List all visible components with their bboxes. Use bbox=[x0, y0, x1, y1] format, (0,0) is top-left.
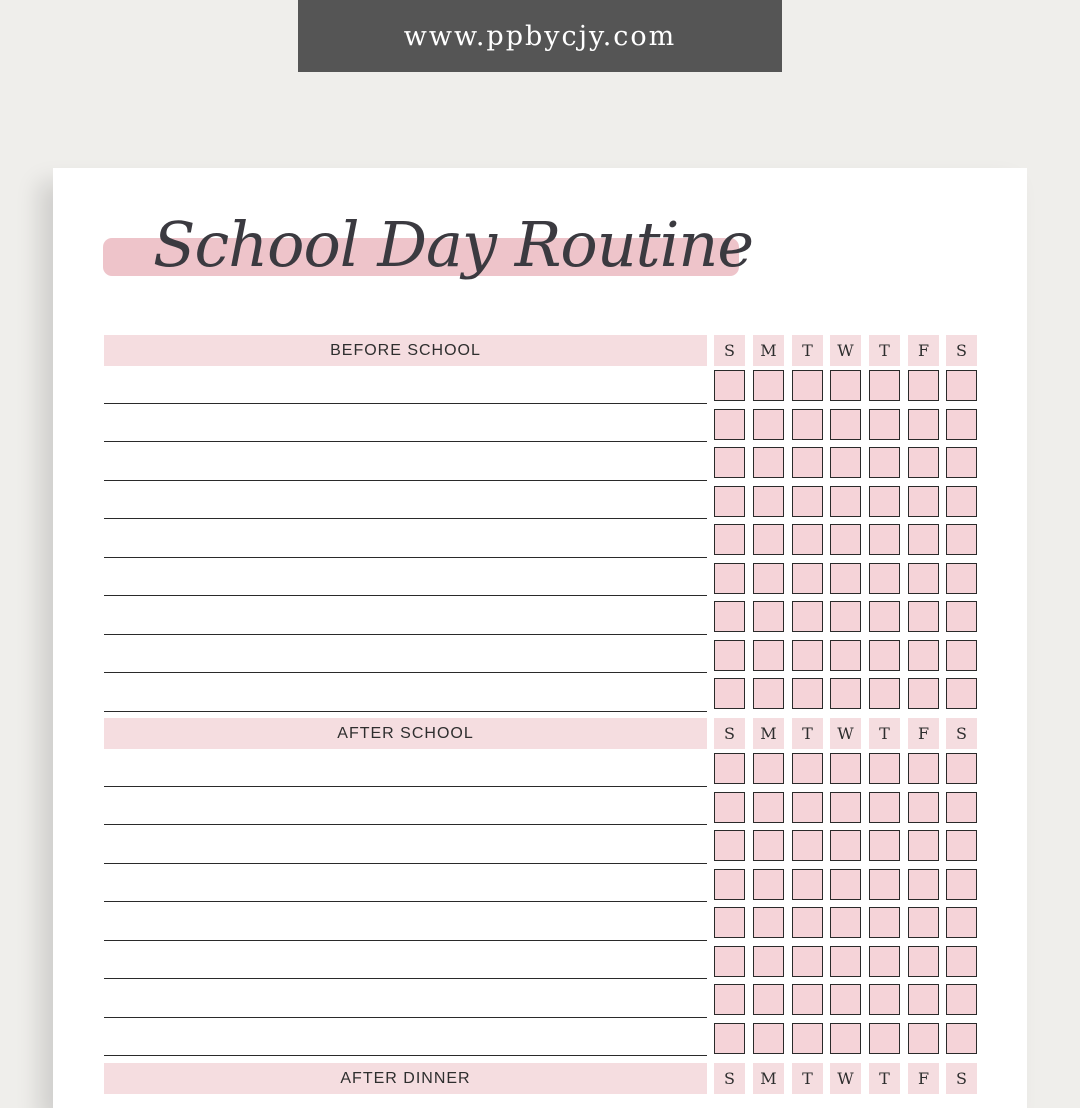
checkbox-sunday[interactable] bbox=[714, 869, 745, 900]
checkbox-thursday[interactable] bbox=[869, 640, 900, 671]
checkbox-tuesday[interactable] bbox=[792, 753, 823, 784]
checkbox-tuesday[interactable] bbox=[792, 409, 823, 440]
checkbox-wednesday[interactable] bbox=[830, 1023, 861, 1054]
checkbox-sunday[interactable] bbox=[714, 678, 745, 709]
task-line bbox=[104, 1017, 707, 1018]
checkbox-wednesday[interactable] bbox=[830, 792, 861, 823]
day-header-monday: M bbox=[753, 335, 784, 366]
checkbox-saturday[interactable] bbox=[946, 869, 977, 900]
section-before-school bbox=[104, 335, 979, 713]
checkbox-tuesday[interactable] bbox=[792, 946, 823, 977]
checkbox-monday[interactable] bbox=[753, 792, 784, 823]
task-row bbox=[104, 903, 979, 942]
section-header bbox=[104, 335, 979, 366]
checkbox-monday[interactable] bbox=[753, 753, 784, 784]
checkbox-thursday[interactable] bbox=[869, 563, 900, 594]
checkbox-friday[interactable] bbox=[908, 946, 939, 977]
task-row bbox=[104, 405, 979, 444]
checkbox-saturday[interactable] bbox=[946, 524, 977, 555]
checkbox-sunday[interactable] bbox=[714, 486, 745, 517]
checkbox-tuesday[interactable] bbox=[792, 370, 823, 401]
checkbox-friday[interactable] bbox=[908, 984, 939, 1015]
checkbox-sunday[interactable] bbox=[714, 563, 745, 594]
checkbox-wednesday[interactable] bbox=[830, 869, 861, 900]
day-header-wednesday: W bbox=[830, 335, 861, 366]
checkbox-sunday[interactable] bbox=[714, 1023, 745, 1054]
checkbox-saturday[interactable] bbox=[946, 563, 977, 594]
checkbox-saturday[interactable] bbox=[946, 678, 977, 709]
checkbox-saturday[interactable] bbox=[946, 984, 977, 1015]
checkbox-thursday[interactable] bbox=[869, 370, 900, 401]
day-header-tuesday: T bbox=[792, 335, 823, 366]
checkbox-friday[interactable] bbox=[908, 409, 939, 440]
task-line bbox=[104, 595, 707, 596]
checkbox-monday[interactable] bbox=[753, 409, 784, 440]
section-header bbox=[104, 718, 979, 749]
checkbox-saturday[interactable] bbox=[946, 370, 977, 401]
task-row bbox=[104, 865, 979, 904]
checkbox-monday[interactable] bbox=[753, 524, 784, 555]
page-title: School Day Routine bbox=[153, 208, 754, 281]
checkbox-monday[interactable] bbox=[753, 946, 784, 977]
checkbox-wednesday[interactable] bbox=[830, 524, 861, 555]
task-rows bbox=[104, 366, 979, 713]
checkbox-tuesday[interactable] bbox=[792, 678, 823, 709]
day-header-tuesday: T bbox=[792, 1063, 823, 1094]
checkbox-sunday[interactable] bbox=[714, 907, 745, 938]
day-header-monday: M bbox=[753, 1063, 784, 1094]
checkbox-friday[interactable] bbox=[908, 563, 939, 594]
day-header-wednesday: W bbox=[830, 718, 861, 749]
checkbox-saturday[interactable] bbox=[946, 447, 977, 478]
checkbox-wednesday[interactable] bbox=[830, 486, 861, 517]
day-header-wednesday: W bbox=[830, 1063, 861, 1094]
checkbox-tuesday[interactable] bbox=[792, 830, 823, 861]
checkbox-tuesday[interactable] bbox=[792, 1023, 823, 1054]
checkbox-friday[interactable] bbox=[908, 830, 939, 861]
checkbox-wednesday[interactable] bbox=[830, 678, 861, 709]
task-line bbox=[104, 786, 707, 787]
task-row bbox=[104, 788, 979, 827]
task-row bbox=[104, 366, 979, 405]
checkbox-thursday[interactable] bbox=[869, 792, 900, 823]
task-line bbox=[104, 824, 707, 825]
checkbox-monday[interactable] bbox=[753, 563, 784, 594]
checkbox-tuesday[interactable] bbox=[792, 640, 823, 671]
checkbox-saturday[interactable] bbox=[946, 830, 977, 861]
checkbox-wednesday[interactable] bbox=[830, 984, 861, 1015]
task-line bbox=[104, 403, 707, 404]
checkbox-monday[interactable] bbox=[753, 370, 784, 401]
checkbox-friday[interactable] bbox=[908, 792, 939, 823]
checkbox-sunday[interactable] bbox=[714, 640, 745, 671]
day-header-tuesday: T bbox=[792, 718, 823, 749]
checkbox-monday[interactable] bbox=[753, 678, 784, 709]
checkbox-saturday[interactable] bbox=[946, 1023, 977, 1054]
checkbox-friday[interactable] bbox=[908, 601, 939, 632]
checkbox-saturday[interactable] bbox=[946, 409, 977, 440]
checkbox-thursday[interactable] bbox=[869, 447, 900, 478]
task-row bbox=[104, 980, 979, 1019]
checkbox-tuesday[interactable] bbox=[792, 792, 823, 823]
checkbox-monday[interactable] bbox=[753, 486, 784, 517]
website-url: www.ppbycjy.com bbox=[403, 20, 677, 52]
day-header-saturday: S bbox=[946, 718, 977, 749]
checkbox-wednesday[interactable] bbox=[830, 370, 861, 401]
day-header-thursday: T bbox=[869, 1063, 900, 1094]
checkbox-friday[interactable] bbox=[908, 678, 939, 709]
section-title: BEFORE SCHOOL bbox=[104, 335, 707, 366]
task-row bbox=[104, 942, 979, 981]
day-header-sunday: S bbox=[714, 1063, 745, 1094]
checkbox-wednesday[interactable] bbox=[830, 830, 861, 861]
checkbox-thursday[interactable] bbox=[869, 409, 900, 440]
checkbox-saturday[interactable] bbox=[946, 753, 977, 784]
day-header-friday: F bbox=[908, 335, 939, 366]
checkbox-friday[interactable] bbox=[908, 447, 939, 478]
day-header-sunday: S bbox=[714, 335, 745, 366]
day-header-friday: F bbox=[908, 718, 939, 749]
checkbox-monday[interactable] bbox=[753, 830, 784, 861]
task-row bbox=[104, 559, 979, 598]
task-row bbox=[104, 482, 979, 521]
section-header bbox=[104, 1063, 979, 1094]
checkbox-thursday[interactable] bbox=[869, 753, 900, 784]
task-row bbox=[104, 826, 979, 865]
task-line bbox=[104, 863, 707, 864]
day-header-thursday: T bbox=[869, 335, 900, 366]
checkbox-saturday[interactable] bbox=[946, 601, 977, 632]
checkbox-monday[interactable] bbox=[753, 1023, 784, 1054]
checkbox-thursday[interactable] bbox=[869, 946, 900, 977]
checkbox-friday[interactable] bbox=[908, 640, 939, 671]
checkbox-wednesday[interactable] bbox=[830, 601, 861, 632]
checkbox-wednesday[interactable] bbox=[830, 447, 861, 478]
checkbox-friday[interactable] bbox=[908, 869, 939, 900]
checkbox-sunday[interactable] bbox=[714, 753, 745, 784]
checkbox-thursday[interactable] bbox=[869, 907, 900, 938]
checkbox-sunday[interactable] bbox=[714, 409, 745, 440]
checkbox-friday[interactable] bbox=[908, 1023, 939, 1054]
section-title: AFTER DINNER bbox=[104, 1063, 707, 1094]
day-header-saturday: S bbox=[946, 335, 977, 366]
task-row bbox=[104, 443, 979, 482]
day-header-friday: F bbox=[908, 1063, 939, 1094]
task-line bbox=[104, 978, 707, 979]
task-row bbox=[104, 674, 979, 713]
checkbox-saturday[interactable] bbox=[946, 792, 977, 823]
checkbox-tuesday[interactable] bbox=[792, 601, 823, 632]
day-header-thursday: T bbox=[869, 718, 900, 749]
task-row bbox=[104, 597, 979, 636]
checkbox-saturday[interactable] bbox=[946, 946, 977, 977]
checkbox-friday[interactable] bbox=[908, 907, 939, 938]
task-line bbox=[104, 518, 707, 519]
checkbox-wednesday[interactable] bbox=[830, 753, 861, 784]
checkbox-monday[interactable] bbox=[753, 447, 784, 478]
task-line bbox=[104, 480, 707, 481]
checkbox-monday[interactable] bbox=[753, 984, 784, 1015]
checkbox-thursday[interactable] bbox=[869, 524, 900, 555]
checkbox-wednesday[interactable] bbox=[830, 907, 861, 938]
day-header-saturday: S bbox=[946, 1063, 977, 1094]
checkbox-thursday[interactable] bbox=[869, 486, 900, 517]
checkbox-thursday[interactable] bbox=[869, 1023, 900, 1054]
planner-page bbox=[53, 168, 1027, 1108]
checkbox-wednesday[interactable] bbox=[830, 640, 861, 671]
section-after-school bbox=[104, 718, 979, 1057]
checkbox-thursday[interactable] bbox=[869, 830, 900, 861]
checkbox-monday[interactable] bbox=[753, 869, 784, 900]
checkbox-thursday[interactable] bbox=[869, 869, 900, 900]
checkbox-tuesday[interactable] bbox=[792, 984, 823, 1015]
checkbox-wednesday[interactable] bbox=[830, 563, 861, 594]
checkbox-tuesday[interactable] bbox=[792, 524, 823, 555]
task-line bbox=[104, 441, 707, 442]
checkbox-sunday[interactable] bbox=[714, 601, 745, 632]
task-line bbox=[104, 940, 707, 941]
checkbox-sunday[interactable] bbox=[714, 370, 745, 401]
task-line bbox=[104, 711, 707, 712]
checkbox-monday[interactable] bbox=[753, 601, 784, 632]
task-line bbox=[104, 1055, 707, 1056]
checkbox-tuesday[interactable] bbox=[792, 869, 823, 900]
checkbox-monday[interactable] bbox=[753, 640, 784, 671]
checkbox-thursday[interactable] bbox=[869, 984, 900, 1015]
day-header-sunday: S bbox=[714, 718, 745, 749]
checkbox-sunday[interactable] bbox=[714, 447, 745, 478]
checkbox-thursday[interactable] bbox=[869, 678, 900, 709]
checkbox-thursday[interactable] bbox=[869, 601, 900, 632]
website-banner bbox=[298, 0, 782, 72]
section-title: AFTER SCHOOL bbox=[104, 718, 707, 749]
checkbox-sunday[interactable] bbox=[714, 984, 745, 1015]
task-line bbox=[104, 634, 707, 635]
checkbox-saturday[interactable] bbox=[946, 907, 977, 938]
task-row bbox=[104, 749, 979, 788]
checkbox-sunday[interactable] bbox=[714, 524, 745, 555]
checkbox-friday[interactable] bbox=[908, 524, 939, 555]
checkbox-sunday[interactable] bbox=[714, 946, 745, 977]
section-after-dinner bbox=[104, 1063, 979, 1094]
task-line bbox=[104, 901, 707, 902]
checkbox-tuesday[interactable] bbox=[792, 563, 823, 594]
checkbox-sunday[interactable] bbox=[714, 830, 745, 861]
task-rows bbox=[104, 749, 979, 1057]
checkbox-saturday[interactable] bbox=[946, 640, 977, 671]
checkbox-friday[interactable] bbox=[908, 486, 939, 517]
task-line bbox=[104, 672, 707, 673]
checkbox-wednesday[interactable] bbox=[830, 946, 861, 977]
task-row bbox=[104, 636, 979, 675]
checkbox-tuesday[interactable] bbox=[792, 486, 823, 517]
checkbox-saturday[interactable] bbox=[946, 486, 977, 517]
task-row bbox=[104, 520, 979, 559]
checkbox-friday[interactable] bbox=[908, 753, 939, 784]
day-header-monday: M bbox=[753, 718, 784, 749]
checkbox-friday[interactable] bbox=[908, 370, 939, 401]
task-line bbox=[104, 557, 707, 558]
task-row bbox=[104, 1019, 979, 1058]
checkbox-tuesday[interactable] bbox=[792, 907, 823, 938]
checkbox-tuesday[interactable] bbox=[792, 447, 823, 478]
checkbox-sunday[interactable] bbox=[714, 792, 745, 823]
checkbox-wednesday[interactable] bbox=[830, 409, 861, 440]
checkbox-monday[interactable] bbox=[753, 907, 784, 938]
